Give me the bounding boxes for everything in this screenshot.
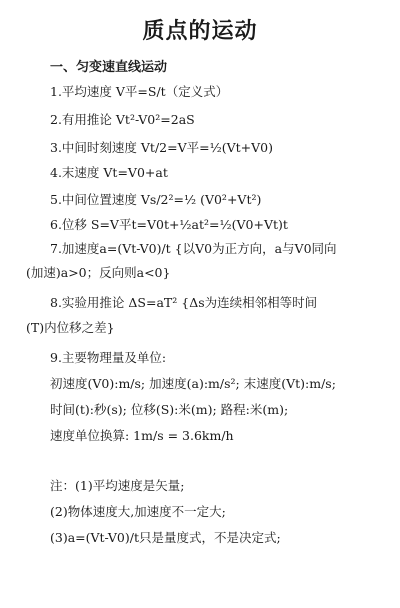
formula-useful-inference: 2.有用推论 Vt²-V0²=2aS <box>50 112 195 127</box>
formula-average-velocity: 1.平均速度 V平=S/t（定义式） <box>50 84 229 99</box>
note-1: 注：(1)平均速度是矢量; <box>50 478 185 493</box>
page-title: 质点的运动 <box>142 19 258 44</box>
formula-acceleration: 7.加速度a=(Vt-V0)/t {以V0为正方向，a与V0同向 <box>50 241 337 256</box>
units-line-2: 时间(t):秒(s); 位移(S):米(m); 路程:米(m); <box>50 402 289 417</box>
unit-conversion: 速度单位换算: 1m/s = 3.6km/h <box>50 428 234 443</box>
section-heading: 一、匀变速直线运动 <box>50 60 168 75</box>
note-3: (3)a=(Vt-V0)/t只是量度式，不是决定式; <box>50 530 281 545</box>
formula-acceleration-cont: (加速)a>0；反向则a<0} <box>26 265 171 280</box>
formula-experimental: 8.实验用推论 ΔS=aT² {Δs为连续相邻相等时间 <box>50 295 318 310</box>
formula-midposition-velocity: 5.中间位置速度 Vs/2²=½ (V0²+Vt²) <box>50 192 262 207</box>
formula-displacement: 6.位移 S=V平t=V0t+½at²=½(V0+Vt)t <box>50 217 288 232</box>
note-2: (2)物体速度大,加速度不一定大; <box>50 504 226 519</box>
formula-midtime-velocity: 3.中间时刻速度 Vt/2=V平=½(Vt+V0) <box>50 140 273 155</box>
units-heading: 9.主要物理量及单位: <box>50 350 167 365</box>
formula-experimental-cont: (T)内位移之差} <box>26 320 115 335</box>
units-line-1: 初速度(V0):m/s; 加速度(a):m/s²; 末速度(Vt):m/s; <box>50 376 336 391</box>
formula-final-velocity: 4.末速度 Vt=V0+at <box>50 165 168 180</box>
